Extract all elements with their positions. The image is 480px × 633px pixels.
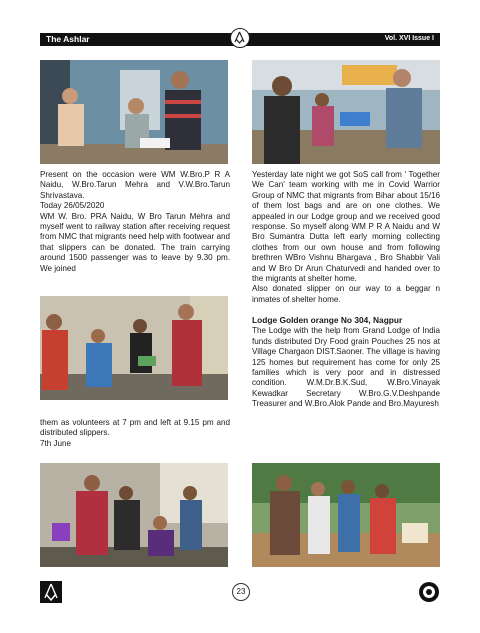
paragraph: The Lodge with the help from Grand Lodge of India funds distributed Dry Food grain Pouches 25 nos at Village Chargaon DIST.Saoner. The village is having 125 homes but requirement has come for only 25 families which is very poor and in distressed condition. W.M.Dr.B.K.Sud, W.Bro.Vinayak Kewadkar Secretary W.Bro.G.V.Deshpande Treasurer and W.Bro.Alok Pande and Bro.Mayuresh xyxy=(252,326,440,409)
photo-clothes-distribution xyxy=(252,60,440,164)
left-column-text-bottom xyxy=(40,418,230,449)
photo-railway-volunteers xyxy=(40,60,228,164)
left-column-text-top xyxy=(40,170,230,274)
paragraph: them as volunteers at 7 pm and left at 9.15 pm and distributed slippers. xyxy=(40,418,230,438)
date-line: Today 26/05/2020 xyxy=(40,201,105,211)
right-column-text xyxy=(252,170,440,410)
section-heading: Lodge Golden orange No 304, Nagpur xyxy=(252,315,403,326)
page-number: 23 xyxy=(232,583,250,601)
photo-food-distribution-group xyxy=(40,463,228,567)
paragraph: Present on the occasion were WM W.Bro.P R A Naidu, W.Bro.Tarun Mehra and V.W.Bro.Tarun Shrivastava. xyxy=(40,170,230,200)
masonic-emblem-icon xyxy=(230,28,250,48)
date-line: 7th June xyxy=(40,438,72,448)
paragraph: WM W. Bro. PRA Naidu, W Bro Tarun Mehra and myself went to railway station after receiving request from NMC that migrants need help with footwear and that slippers can be donated. The train carrying around 1500 passenger was to leave by 9.30 pm. We joined xyxy=(40,211,230,273)
square-compass-icon xyxy=(40,581,62,603)
photo-slipper-donation xyxy=(40,296,228,400)
issue-label: Vol. XVI Issue I xyxy=(384,35,434,42)
paragraph: Also donated slipper on our way to a beggar n inmates of shelter home. xyxy=(252,284,440,304)
paragraph: Yesterday late night we got SoS call from ' Together We Can' team working with me in Covid Warrior Group of NMC that migrants from Bihar about 15/16 of them lost bags and are on one clothes. We appealed in our Lodge group and we received good response. So myself along WM P R A Naidu and W Bro Sumantra Dutta left early morning collecting clothes from our own house and from following brethren WBro Vishnu Bhargava , Bro Shabbir Vali and W Bro Dr Arun Chaturvedi and handed over to the migrants at shelter home. xyxy=(252,170,440,284)
lodge-seal-icon xyxy=(418,581,440,603)
magazine-title: The Ashlar xyxy=(46,34,90,44)
photo-village-chargaon xyxy=(252,463,440,567)
